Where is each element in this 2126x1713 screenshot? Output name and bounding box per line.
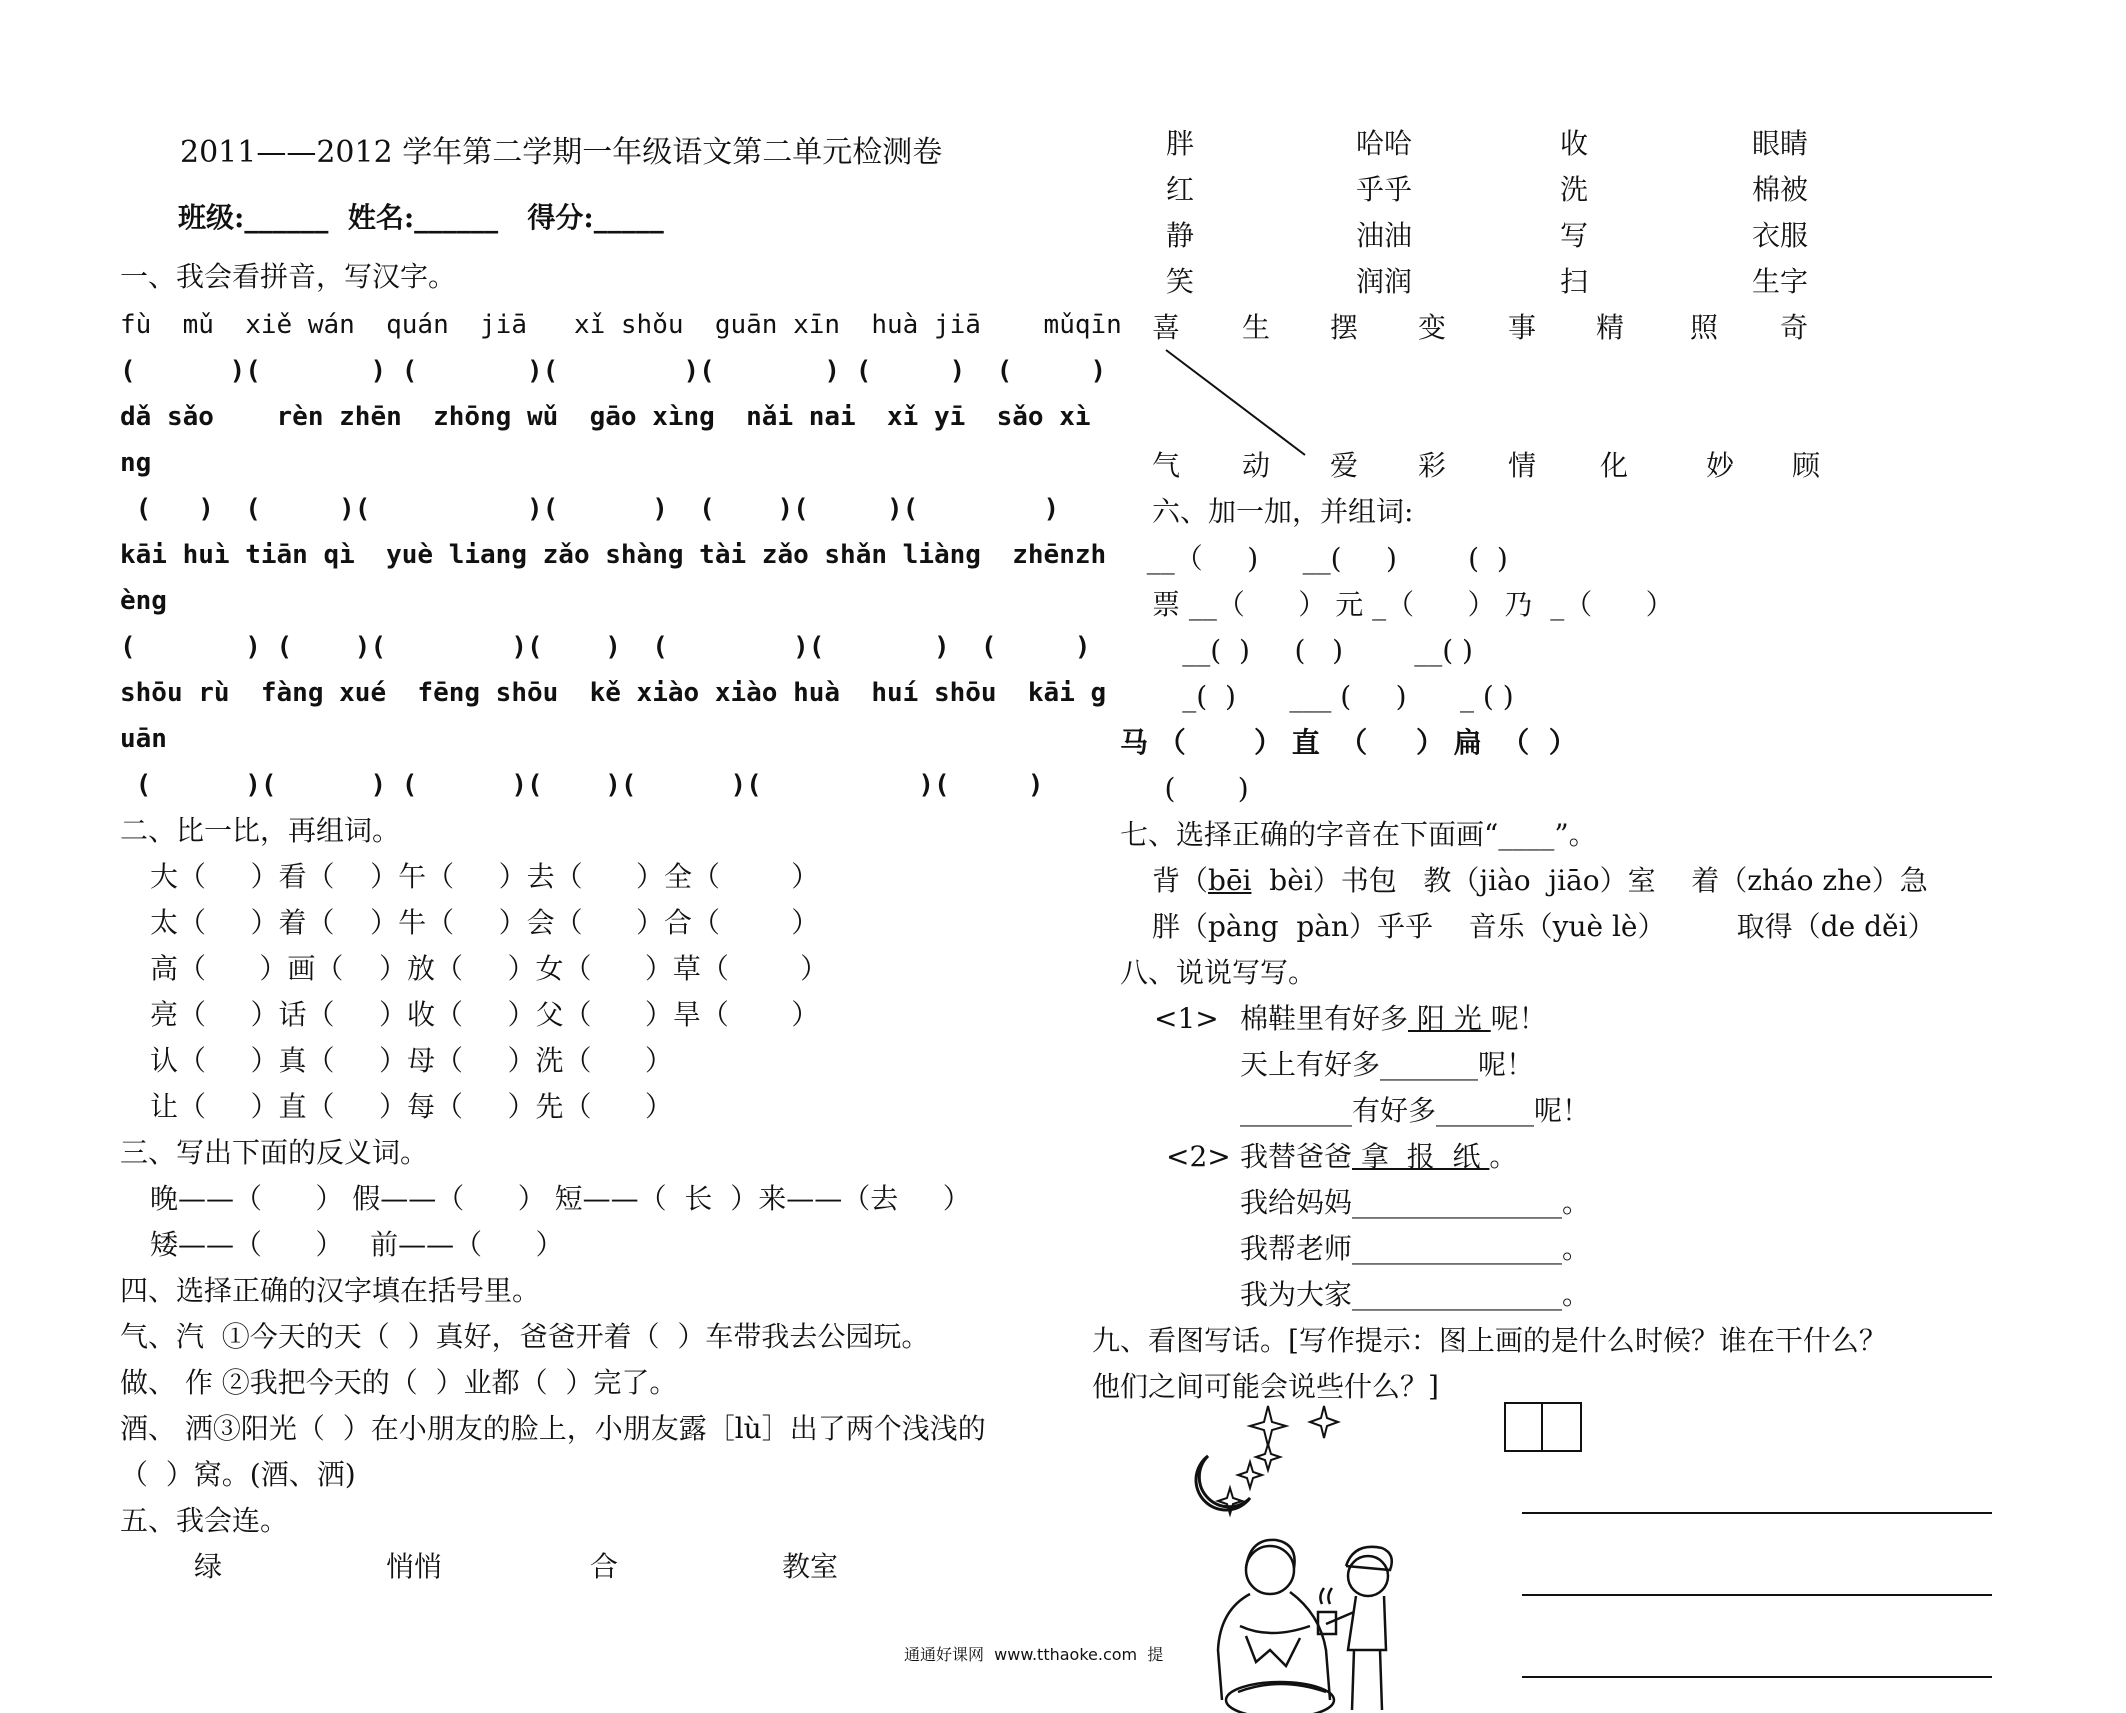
match-word: 棉被: [1752, 173, 1809, 206]
match-word: 衣服: [1752, 219, 1809, 252]
match-char-top: 摆: [1330, 311, 1359, 344]
match-char-bottom: 气: [1152, 449, 1181, 482]
match-char-top: 照: [1690, 311, 1719, 344]
pronunciation-line-1: 背（bēi bèi）书包 教（jiào jiāo）室 着（zháo zhe）急: [1152, 864, 1928, 897]
pinyin-row-3: kāi huì tiān qì yuè liang zǎo shàng tài zǎo shǎn liàng zhēnzh: [120, 540, 1107, 570]
footer-watermark: 通通好课网 www.tthaoke.com 提: [904, 1645, 1164, 1664]
match-char-bottom: 爱: [1330, 449, 1359, 482]
add-row-2: 票 __（ ） 元 _（ ） 乃 _（ ）: [1152, 588, 1674, 621]
match-word: 油油: [1356, 219, 1413, 252]
match-word: 悄悄: [386, 1550, 443, 1583]
choice-line-3: 酒、 洒③阳光（ ）在小朋友的脸上，小朋友露［lù］出了两个浅浅的: [120, 1412, 986, 1445]
student-info: 班级:______ 姓名:______ 得分:_____: [178, 201, 664, 234]
write-line-1: 棉鞋里有好多 阳 光 呢！: [1240, 1002, 1547, 1035]
match-char-top: 生: [1242, 311, 1271, 344]
match-char-bottom: 妙: [1706, 449, 1735, 482]
brackets-row-4: ( )( ) ( )( )( )( )( ): [120, 770, 1044, 800]
write-line-6: 我帮老师_______________。: [1240, 1232, 1591, 1265]
pinyin-row-2: dǎ sǎo rèn zhēn zhōng wǔ gāo xìng nǎi nai xǐ yī sǎo xì: [120, 402, 1091, 432]
answer-line[interactable]: [1522, 1512, 1992, 1514]
add-row-5: 马 （ ） 直 （ ） 扁 （ ）: [1120, 726, 1577, 759]
writing-grid[interactable]: [1504, 1402, 1582, 1452]
match-word: 眼睛: [1752, 127, 1809, 160]
match-word: 胖: [1166, 127, 1195, 160]
brackets-row-1: ( )( ) ( )( )( ) ( ) ( ): [120, 356, 1107, 386]
match-word: 润润: [1356, 265, 1413, 298]
match-word: 收: [1560, 127, 1589, 160]
match-word: 哈哈: [1356, 127, 1413, 160]
answer-line[interactable]: [1522, 1594, 1992, 1596]
match-char-bottom: 情: [1508, 449, 1537, 482]
compare-row: 大（ ）看（ ）午（ ）去（ ）全（ ）: [150, 860, 820, 893]
match-word: 生字: [1752, 265, 1809, 298]
section-8-heading: 八、说说写写。: [1120, 956, 1317, 989]
add-row-6: ( ): [1120, 772, 1249, 805]
match-char-bottom: 顾: [1792, 449, 1821, 482]
match-char-top: 奇: [1780, 311, 1809, 344]
match-word: 扫: [1560, 265, 1589, 298]
picture-illustration: [1150, 1400, 1480, 1713]
write-line-2: 天上有好多_______呢！: [1240, 1048, 1535, 1081]
section-9-heading: 九、看图写话。[写作提示：图上画的是什么时候？谁在干什么？: [1092, 1324, 1887, 1357]
match-word: 写: [1560, 219, 1589, 252]
match-char-bottom: 化: [1600, 449, 1629, 482]
match-char-top: 事: [1508, 311, 1537, 344]
compare-row: 认（ ）真（ ）母（ ）洗（ ）: [150, 1044, 673, 1077]
match-char-bottom: 动: [1242, 449, 1271, 482]
choice-line-2: 做、 作 ②我把今天的（ ）业都（ ）完了。: [120, 1366, 678, 1399]
antonym-row-1: 晚——（ ） 假——（ ） 短——（ 长 ）来——（去 ）: [150, 1182, 971, 1215]
match-word: 绿: [194, 1550, 223, 1583]
antonym-row-2: 矮——（ ） 前——（ ）: [150, 1228, 564, 1261]
match-word: 乎乎: [1356, 173, 1413, 206]
write-line-3: ________有好多_______呢！: [1240, 1094, 1591, 1127]
pinyin-row-3-wrap: èng: [120, 586, 167, 616]
match-word: 洗: [1560, 173, 1589, 206]
match-char-bottom: 彩: [1418, 449, 1447, 482]
brackets-row-2: ( ) ( )( )( ) ( )( )( ): [120, 494, 1060, 524]
pronunciation-line-2: 胖（pàng pàn）乎乎 音乐（yuè lè） 取得（de děi）: [1152, 910, 1936, 943]
write-line-4: 我替爸爸 拿 报 纸 。: [1240, 1140, 1518, 1173]
section-9-heading-cont: 他们之间可能会说些什么？]: [1092, 1370, 1439, 1403]
brackets-row-3: ( ) ( )( )( ) ( )( ) ( ): [120, 632, 1091, 662]
match-word: 笑: [1166, 265, 1195, 298]
section-1-heading: 一、我会看拼音，写汉字。: [120, 260, 457, 293]
pinyin-row-4: shōu rù fàng xué fēng shōu kě xiào xiào huà huí shōu kāi g: [120, 678, 1107, 708]
write-line-7: 我为大家_______________。: [1240, 1278, 1591, 1311]
answer-line[interactable]: [1522, 1676, 1992, 1678]
item-number-1: <1>: [1154, 1002, 1219, 1035]
pinyin-row-1: fù mǔ xiě wán quán jiā xǐ shǒu guān xīn huà jiā mǔqīn: [120, 310, 1122, 340]
match-word: 教室: [782, 1550, 839, 1583]
match-word: 静: [1166, 219, 1195, 252]
section-2-heading: 二、比一比，再组词。: [120, 814, 401, 847]
pinyin-row-2-wrap: ng: [120, 448, 152, 478]
section-7-heading: 七、选择正确的字音在下面画“____”。: [1120, 818, 1597, 851]
section-6-heading: 六、加一加，并组词:: [1152, 495, 1414, 528]
compare-row: 让（ ）直（ ）每（ ）先（ ）: [150, 1090, 673, 1123]
grid-divider: [1541, 1404, 1543, 1450]
match-char-top: 精: [1596, 311, 1625, 344]
item-number-2: <2>: [1166, 1140, 1231, 1173]
star-icon: [1218, 1406, 1338, 1514]
match-word: 红: [1166, 173, 1195, 206]
choice-line-1: 气、汽 ①今天的天（ ）真好，爸爸开着（ ）车带我去公园玩。: [120, 1320, 930, 1353]
write-line-5: 我给妈妈_______________。: [1240, 1186, 1591, 1219]
match-word: 合: [590, 1550, 619, 1583]
pinyin-row-4-wrap: uān: [120, 724, 167, 754]
match-char-top: 变: [1418, 311, 1447, 344]
add-row-3: __( ) ( ) __( ): [1120, 634, 1473, 667]
match-char-top: 喜: [1152, 311, 1181, 344]
child-figure: [1218, 1540, 1334, 1713]
section-3-heading: 三、写出下面的反义词。: [120, 1136, 429, 1169]
add-row-1: __（ ) __( ) ( ): [1120, 542, 1508, 575]
compare-row: 高（ ）画（ ）放（ ）女（ ）草（ ）: [150, 952, 829, 985]
choice-line-4: （ ）窝。(酒、洒): [120, 1458, 356, 1491]
section-5-heading: 五、我会连。: [120, 1504, 289, 1537]
section-4-heading: 四、选择正确的汉字填在括号里。: [120, 1274, 541, 1307]
compare-row: 亮（ ）话（ ）收（ ）父（ ）旱（ ）: [150, 998, 820, 1031]
page-title: 2011——2012 学年第二学期一年级语文第二单元检测卷: [180, 135, 943, 170]
compare-row: 太（ ）着（ ）牛（ ）会（ ）合（ ）: [150, 906, 820, 939]
add-row-4: _( ) ___ ( ) _ ( ): [1120, 680, 1514, 713]
